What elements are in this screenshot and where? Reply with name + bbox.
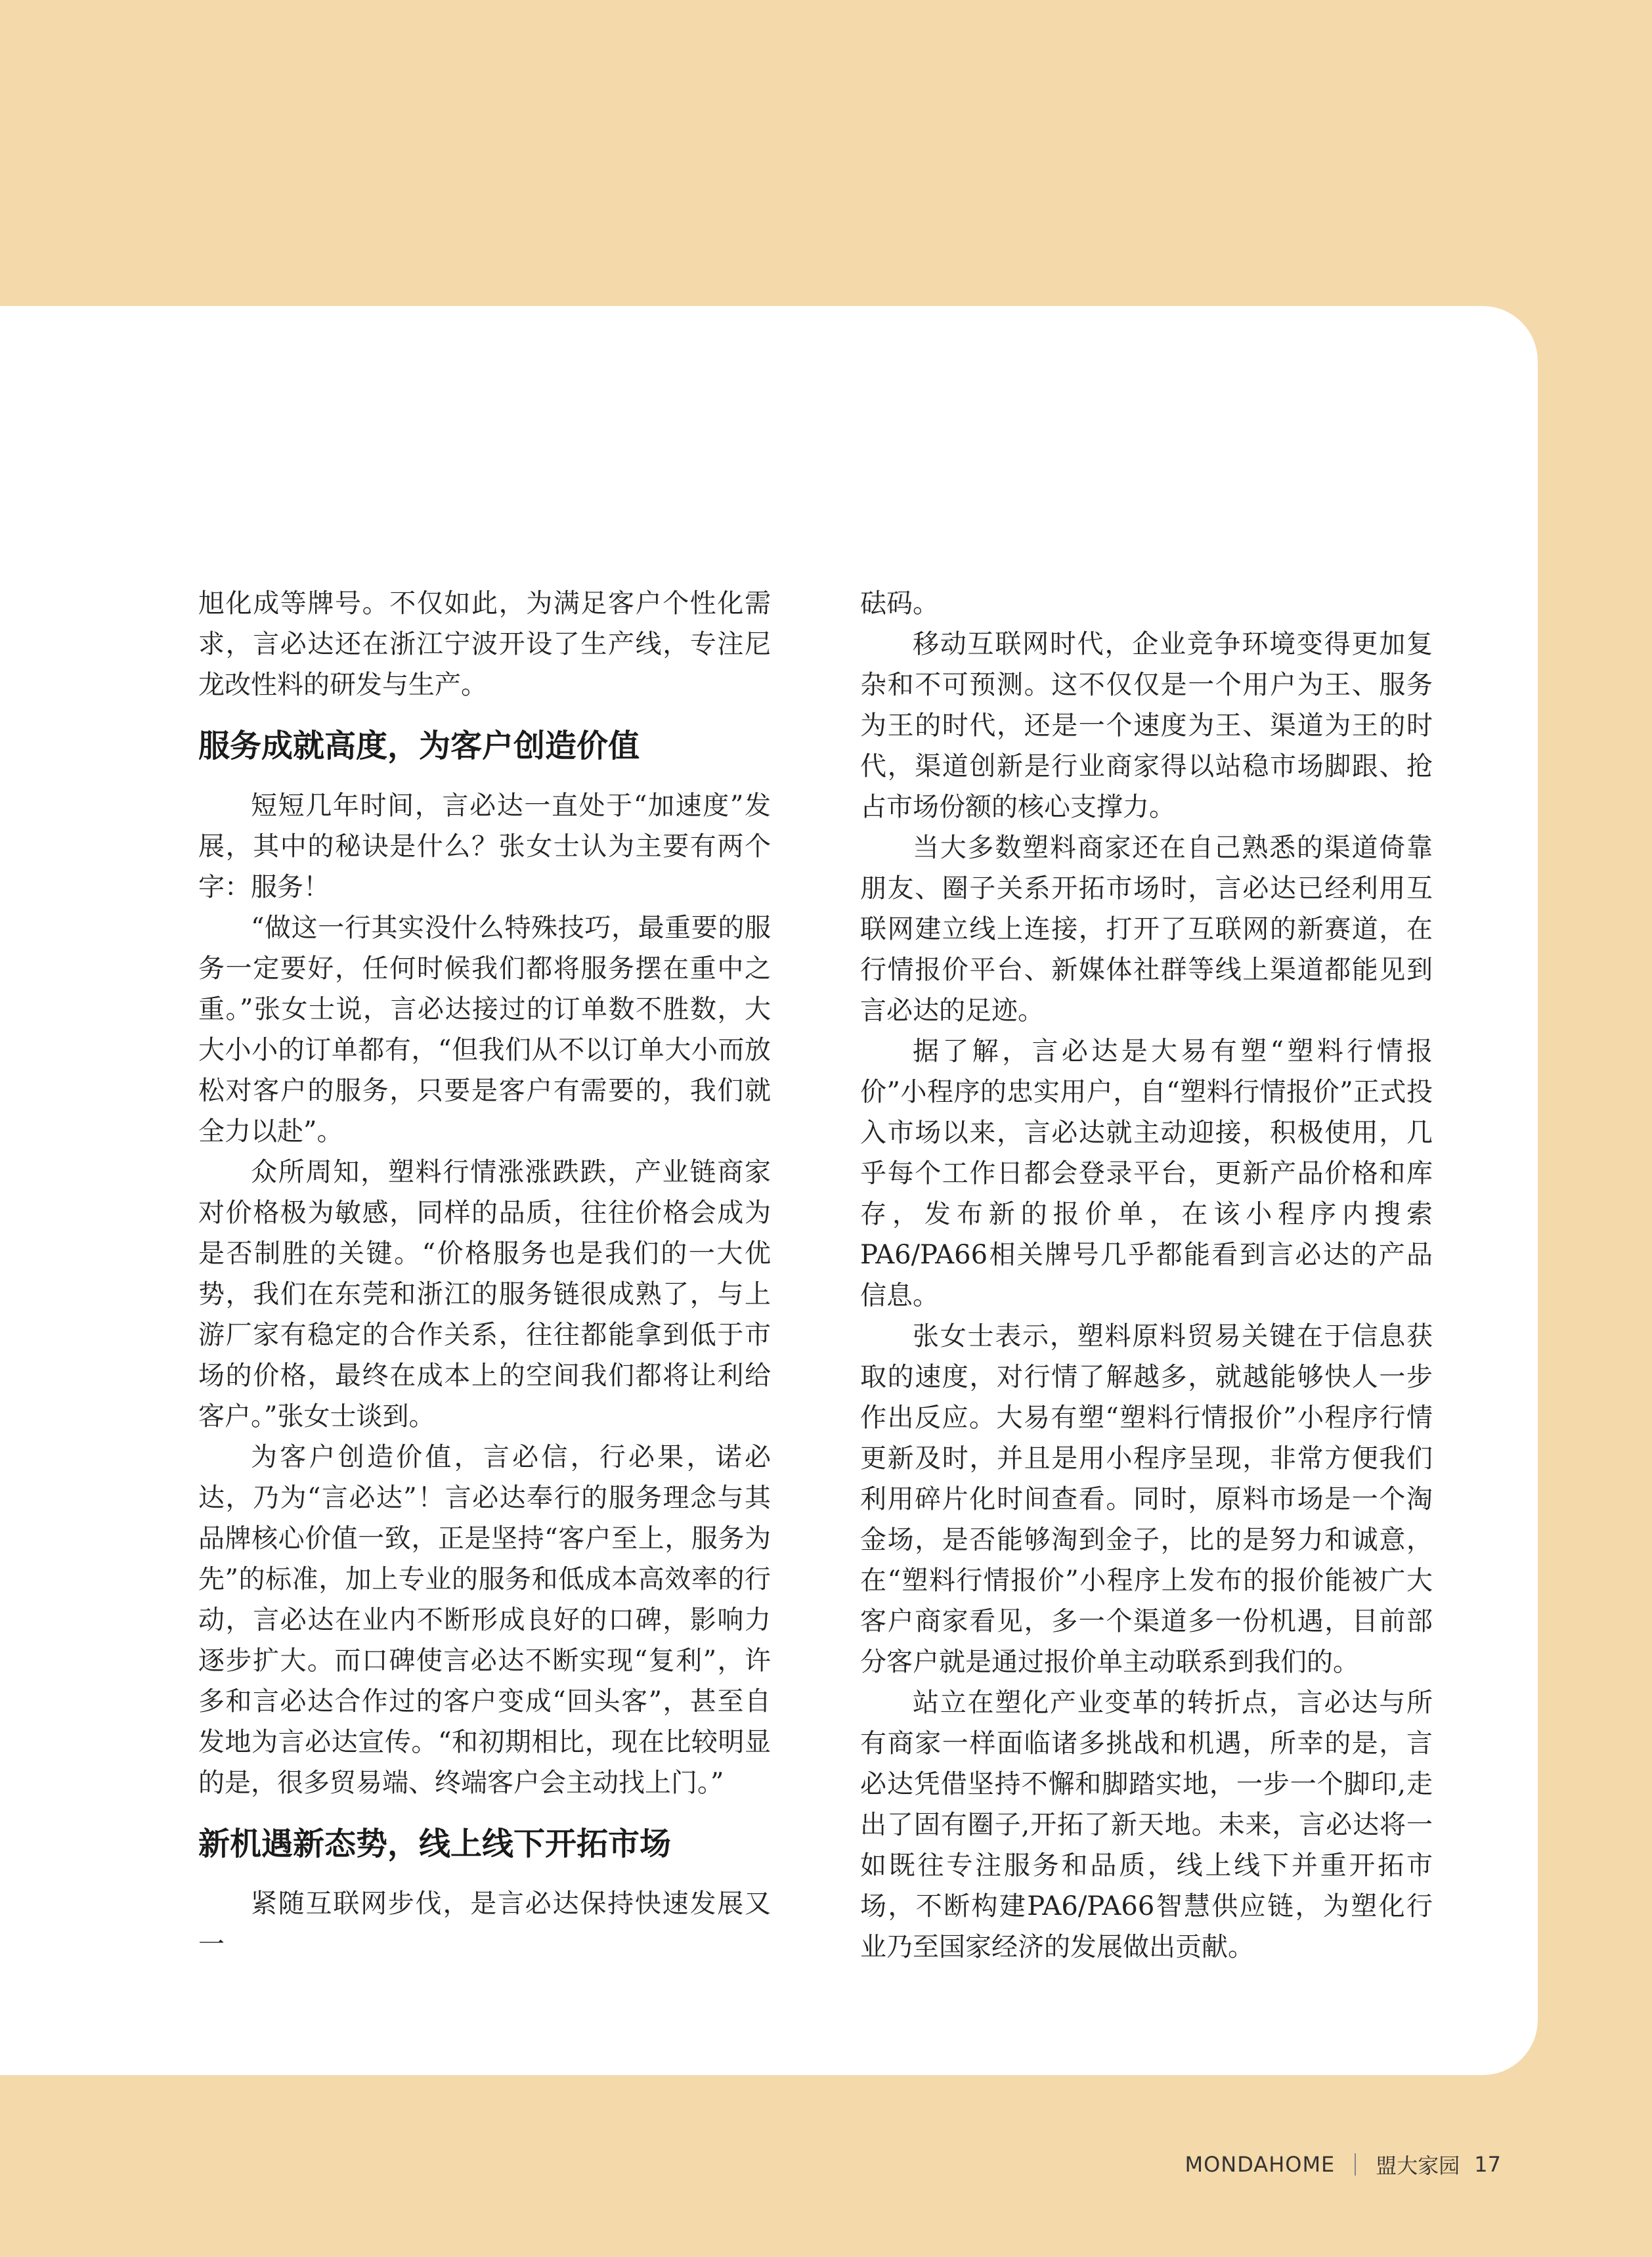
paragraph: 据了解，言必达是大易有塑“塑料行情报价”小程序的忠实用户，自“塑料行情报价”正式投入市场以来，言必达就主动迎接，积极使用，几乎每个工作日都会登录平台，更新产品价格和库存，发布新的报价单，在该小程序内搜索PA6/PA66相关牌号几乎都能看到言必达的产品信息。	[860, 1036, 1433, 1311]
article-right-column	[860, 583, 1433, 1967]
paragraph: 移动互联网时代，企业竞争环境变得更加复杂和不可预测。这不仅仅是一个用户为王、服务为王的时代，还是一个速度为王、渠道为王的时代，渠道创新是行业商家得以站稳市场脚跟、抢占市场份额的核心支撑力。	[860, 629, 1433, 822]
paragraph: 为客户创造价值，言必信，行必果，诺必达，乃为“言必达”！言必达奉行的服务理念与其品牌核心价值一致，正是坚持“客户至上，服务为先”的标准，加上专业的服务和低成本高效率的行动，言必达在业内不断形成良好的口碑，影响力逐步扩大。而口碑使言必达不断实现“复利”，许多和言必达合作过的客户变成“回头客”，甚至自发地为言必达宣传。“和初期相比，现在比较明显的是，很多贸易端、终端客户会主动找上门。”	[198, 1442, 771, 1798]
footer-title: 盟大家园	[1376, 2153, 1460, 2178]
footer-divider	[1355, 2153, 1356, 2176]
page-footer	[1185, 2145, 1501, 2184]
section-heading-service: 服务成就高度，为客户创造价值	[198, 728, 640, 764]
paragraph: 砝码。	[860, 588, 939, 619]
paragraph: 短短几年时间，言必达一直处于“加速度”发展，其中的秘诀是什么？张女士认为主要有两个字：服务！	[198, 791, 771, 902]
footer-brand: MONDAHOME	[1185, 2152, 1336, 2177]
paragraph: 旭化成等牌号。不仅如此，为满足客户个性化需求，言必达还在浙江宁波开设了生产线，专注尼龙改性料的研发与生产。	[198, 588, 771, 700]
page-number: 17	[1474, 2152, 1501, 2177]
paragraph: 站立在塑化产业变革的转折点，言必达与所有商家一样面临诸多挑战和机遇，所幸的是，言必达凭借坚持不懈和脚踏实地，一步一个脚印,走出了固有圈子,开拓了新天地。未来，言必达将一如既往专注服务和品质，线上线下并重开拓市场，不断构建PA6/PA66智慧供应链，为塑化行业乃至国家经济的发展做出贡献。	[860, 1688, 1433, 1962]
paragraph: 张女士表示，塑料原料贸易关键在于信息获取的速度，对行情了解越多，就越能够快人一步作出反应。大易有塑“塑料行情报价”小程序行情更新及时，并且是用小程序呈现，非常方便我们利用碎片化时间查看。同时，原料市场是一个淘金场，是否能够淘到金子，比的是努力和诚意，在“塑料行情报价”小程序上发布的报价能被广大客户商家看见，多一个渠道多一份机遇，目前部分客户就是通过报价单主动联系到我们的。	[860, 1321, 1433, 1677]
paragraph: 紧随互联网步伐，是言必达保持快速发展又一	[198, 1889, 771, 1960]
paragraph: “做这一行其实没什么特殊技巧，最重要的服务一定要好，任何时候我们都将服务摆在重中之重。”张女士说，言必达接过的订单数不胜数，大大小小的订单都有，“但我们从不以订单大小而放松对客户的服务，只要是客户有需要的，我们就全力以赴”。	[198, 913, 771, 1147]
article-left-column	[198, 583, 771, 1965]
paragraph: 众所周知，塑料行情涨涨跌跌，产业链商家对价格极为敏感，同样的品质，往往价格会成为是否制胜的关键。“价格服务也是我们的一大优势，我们在东莞和浙江的服务链很成熟了，与上游厂家有稳定的合作关系，往往都能拿到低于市场的价格，最终在成本上的空间我们都将让利给客户。”张女士谈到。	[198, 1157, 771, 1432]
paragraph: 当大多数塑料商家还在自己熟悉的渠道倚靠朋友、圈子关系开拓市场时，言必达已经利用互联网建立线上连接，打开了互联网的新赛道，在行情报价平台、新媒体社群等线上渠道都能见到言必达的足迹。	[860, 833, 1433, 1026]
section-heading-online-offline: 新机遇新态势，线上线下开拓市场	[198, 1826, 672, 1862]
